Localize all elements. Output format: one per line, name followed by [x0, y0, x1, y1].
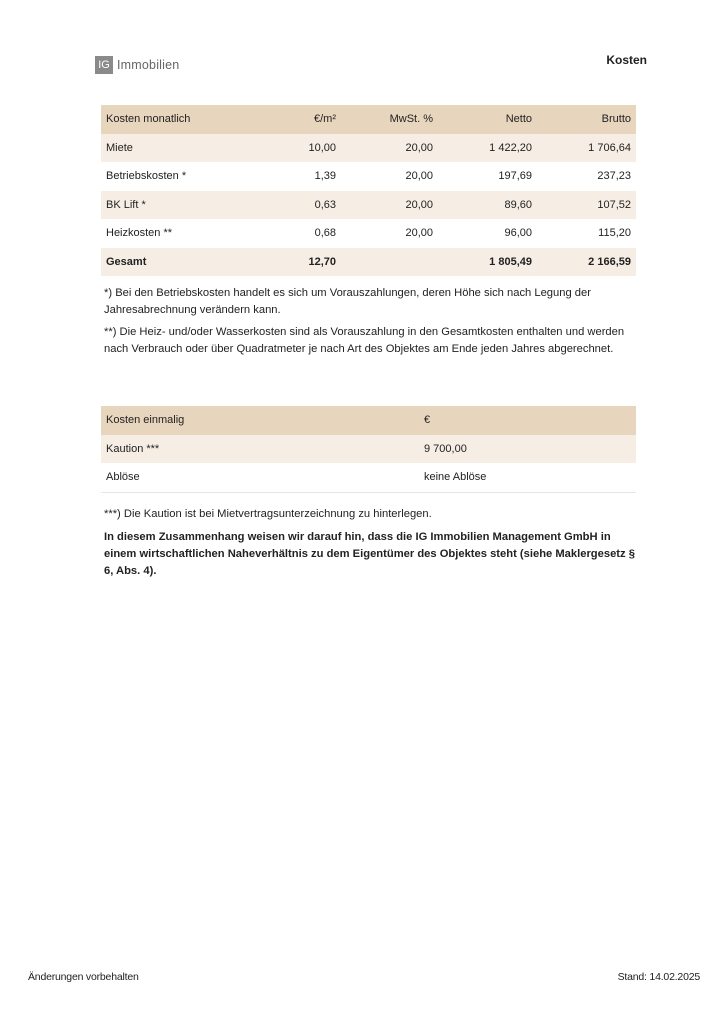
total-row — [101, 248, 636, 277]
cost-value: 9 700,00 — [419, 435, 636, 464]
per-sqm-value: 1,39 — [314, 170, 336, 183]
table-header-row — [101, 406, 636, 435]
one-time-costs-table — [101, 406, 636, 493]
table-row — [101, 134, 636, 163]
table-row — [101, 463, 636, 492]
logo-mark: IG — [95, 56, 113, 74]
total-per-sqm: 12,70 — [266, 248, 341, 277]
table-row — [101, 191, 636, 220]
monthly-costs-table — [101, 105, 636, 276]
column-header: Netto — [438, 105, 537, 134]
cost-label: Ablöse — [101, 463, 419, 492]
vat-value: 20,00 — [405, 227, 433, 240]
cost-label: Kaution *** — [101, 435, 419, 464]
vat-value: 20,00 — [341, 191, 438, 220]
footer-date: Stand: 14.02.2025 — [617, 971, 700, 983]
column-header: €/m² — [266, 105, 341, 134]
gross-value: 107,52 — [537, 191, 636, 220]
table-row — [101, 219, 636, 248]
net-value: 89,60 — [438, 191, 537, 220]
total-gross: 2 166,59 — [537, 248, 636, 277]
deposit-note: ***) Die Kaution ist bei Mietvertragsunterzeichnung zu hinterlegen. — [104, 508, 432, 520]
table-row — [101, 435, 636, 464]
per-sqm-value: 10,00 — [266, 134, 341, 163]
gross-value: 115,20 — [598, 227, 631, 240]
cost-label: Miete — [101, 134, 266, 163]
heating-costs-note: **) Die Heiz- und/oder Wasserkosten sind als Vorauszahlung in den Gesamtkosten enthalten und werden nach Verbrauch oder über Quadratmeter je nach Art des Objektes am Ende jeden Jahres abgerechnet. — [104, 326, 625, 355]
cost-label: Heizkosten ** — [106, 227, 173, 240]
column-header: € — [419, 406, 636, 435]
net-value: 197,69 — [498, 170, 532, 183]
total-label: Gesamt — [101, 248, 266, 277]
logo-text: Immobilien — [117, 58, 180, 72]
footer-disclaimer: Änderungen vorbehalten — [28, 971, 139, 983]
column-header: Kosten einmalig — [101, 406, 419, 435]
cost-label: Betriebskosten * — [106, 170, 187, 183]
vat-value: 20,00 — [405, 170, 433, 183]
per-sqm-value: 0,68 — [314, 227, 336, 240]
company-logo — [95, 56, 179, 74]
table-row — [101, 162, 636, 191]
column-header: Kosten monatlich — [101, 105, 266, 134]
total-net: 1 805,49 — [438, 248, 537, 277]
disclosure-note: In diesem Zusammenhang weisen wir darauf hin, dass die IG Immobilien Management GmbH in einem wirtschaftlichen Naheverhältnis zu dem Eigentümer des Objektes steht (siehe Maklergesetz § 6, Abs. 4). — [104, 531, 635, 577]
per-sqm-value: 0,63 — [266, 191, 341, 220]
gross-value: 237,23 — [597, 170, 631, 183]
vat-value: 20,00 — [341, 134, 438, 163]
net-value: 1 422,20 — [438, 134, 537, 163]
column-header: MwSt. % — [341, 105, 438, 134]
cost-value: keine Ablöse — [419, 463, 636, 492]
cost-label: BK Lift * — [101, 191, 266, 220]
column-header: Brutto — [537, 105, 636, 134]
total-vat — [341, 248, 438, 277]
page-title: Kosten — [606, 53, 647, 67]
gross-value: 1 706,64 — [537, 134, 636, 163]
operating-costs-note: *) Bei den Betriebskosten handelt es sich um Vorauszahlungen, deren Höhe sich nach Legung der Jahresabrechnung verändern kann. — [104, 287, 591, 316]
table-header-row — [101, 105, 636, 134]
net-value: 96,00 — [504, 227, 532, 240]
